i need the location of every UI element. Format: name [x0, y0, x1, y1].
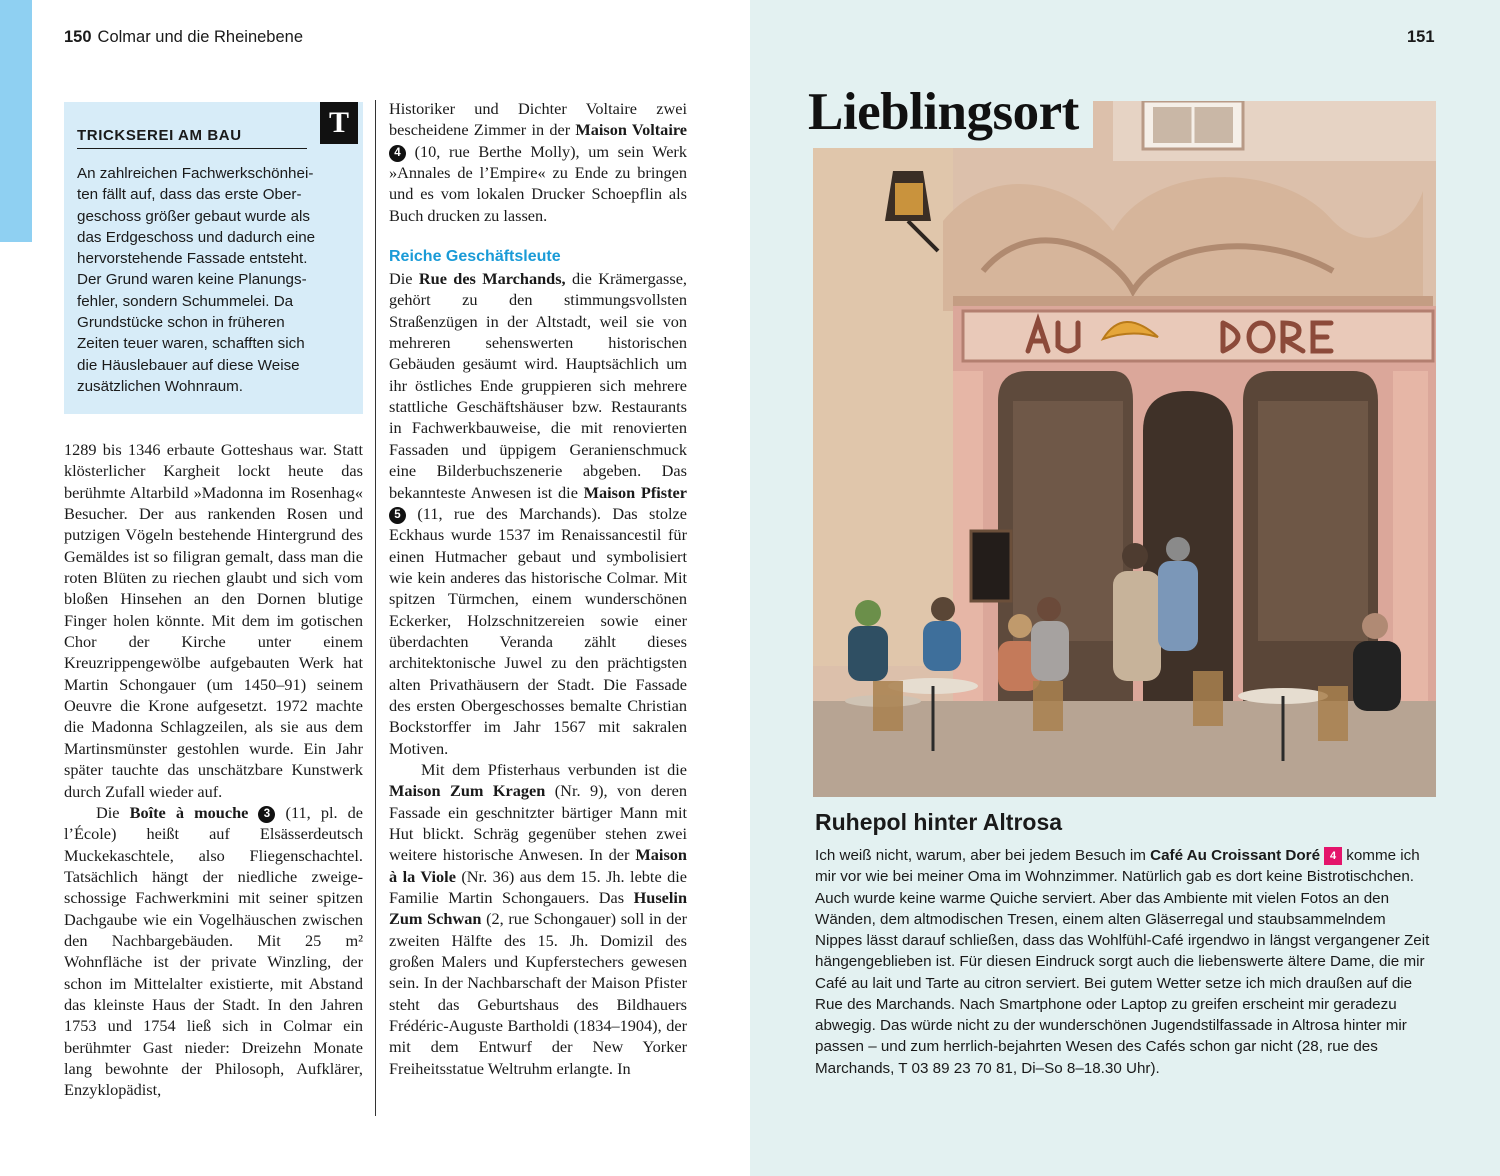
info-box [64, 102, 363, 414]
place-name-boite-a-mouche: Boîte à mouche [129, 802, 249, 822]
tip-badge: T [320, 102, 358, 144]
map-marker-5: 5 [389, 507, 406, 524]
column-divider [375, 100, 376, 1116]
info-line: Grundstücke schon in früheren [77, 314, 285, 332]
info-box-text [77, 163, 357, 397]
text-column-1 [64, 439, 363, 1101]
paragraph [389, 98, 687, 226]
paragraph [389, 759, 687, 1079]
place-name-cafe-au-croissant-dore: Café Au Croissant Doré [1150, 847, 1321, 864]
place-name-maison-zum-kragen: Maison Zum Kragen [389, 781, 546, 801]
paragraph: 1289 bis 1346 erbaute Gotteshaus war. Statt klösterlicher Kargheit lockt heute das berühmte Altarbild »Madonna im Rosenhag« Besucher. Der aus rankenden Rosen und putzigen Vögeln bestehende Hintergrund des Gemäldes ist so filigran gemalt, dass man die roten Blüten zu riechen glaubt und sich vom bloßen Hinsehen an den Dornen blutige Finger holen könnte. Mit dem im gotischen Chor der Kirche unter einem Kreuzrippengewölbe aufgebauten Werk hat Martin Schongauer (um 1450–91) seinem Oeuvre die Krone aufgesetzt. 1972 machte die Madonna Schlagzeilen, als sie aus dem Martinsmünster gestohlen wurde. Ein Jahr später tauchte das unschätzbare Kunstwerk durch Zufall wieder auf. [64, 440, 363, 801]
running-head [64, 28, 303, 47]
text-run: (Nr. 36) aus dem 15. Jh. lebte die Familie Martin Schongauers. Das [389, 866, 688, 908]
info-line: die Häuslebauer auf diese Weise [77, 356, 300, 374]
text-run: (Nr. 9), von deren Fassade ein geschnitzter bärtiger Mann mit Hut blickt. Schräg gegenüber stehen zwei weitere historische Anwesen. In der [389, 781, 688, 865]
info-line: fehler, sondern Schummelei. Da [77, 292, 294, 310]
chapter-title: Colmar und die Rheinebene [97, 28, 303, 46]
map-marker-4: 4 [389, 145, 406, 162]
text-run: (11, rue des Marchands). Das stolze Eckhaus wurde 1537 im Renaissancestil für einen Hutmacher gebaut und symbolisiert wie kein anderes das historische Colmar. Mit spitzen Türmchen, einem wunderschönen Eckerker, Holzschnitzereien sowie einer überdachten Veranda zählt dieses architektonische Juwel zu den prächtigsten alten Privathäusern der Stadt. Die Fassade des ersten Obergeschosses bemalte Christian Bockstorffer im Jahr 1567 mit sakralen Motiven. [389, 503, 687, 758]
feature-text [815, 845, 1436, 1079]
info-line: geschoss größer gebaut wurde als [77, 207, 311, 225]
text-run: Die [96, 802, 130, 822]
text-run: Mit dem Pfisterhaus verbunden ist die [421, 759, 687, 779]
info-line: zusätzlichen Wohnraum. [77, 377, 244, 395]
text-run: (11, pl. de l’École) heißt auf Elsässerdeutsch Muckekaschtele, also Fliegenschachtel. Tatsächlich hängt der niedliche zweigeschossige Fachwerkmini mit seiner spitzen Dachgaube wie ein Vogelhäuschen zwischen den Nachbargebäuden. Mit 25 m² Wohnfläche ist der private Winzling, der schon im Mittelalter existierte, mit Abstand das kleinste Haus der Stadt. In den Jahren 1753 und 1754 ließ sich in Colmar ein berühmter Gast nieder: Dreizehn Monate lang bewohnte der Philosoph, Aufklärer, Enzyklopädist, [64, 802, 364, 1100]
text-run: die Krämergasse, gehört zu den stimmungsvollsten Straßenzügen in der Altstadt, weil sie von mehreren sehenswerten historischen Gebäuden gesäumt wird. Hauptsächlich um ihr östliches Ende gruppieren sich mehrere stattliche Geschäftshäuser bzw. Restaurants in Fachwerkbauweise, die mit renovierten Fassaden und üppigem Geranienschmuck eine Bilderbuchszenerie abgeben. Das bekannteste Anwesen ist die [389, 269, 687, 502]
info-line: ten fällt auf, dass das erste Ober- [77, 186, 302, 204]
feature-heading: Lieblingsort [808, 80, 1093, 148]
text-run: komme ich mir vor wie bei meiner Oma im Wohnzimmer. Natürlich gab es dort keine Bistrotischchen. Auch wurde keine warme Quiche serviert. Aber das Ambiente mit vielen Fotos an den Wänden, dem altmodischen Tresen, einem alten Gläserregal und staubsammelndem Nippes lässt darauf schließen, dass das Wohlfühl-Café irgendwo in längst vergangener Zeit hängengeblieben ist. Für diesen Eindruck sorgt auch die liebenswerte ältere Dame, die mir Café au lait und Tarte au citron serviert. Bei gutem Wetter setze ich mich draußen auf die Rue des Marchands. Nach Smartphone oder Laptop zu greifen erscheint mir geradezu abwegig. Das würde nicht zu der wunderschönen Jugendstilfassade in Altrosa hinter mir passen – und zum herrlich-bejahrten Wesen des Cafés schon gar nicht (28, rue des Marchands, T 03 89 23 70 81, Di–So 8–18.30 Uhr). [815, 847, 1430, 1077]
feature-title: Ruhepol hinter Altrosa [815, 809, 1063, 835]
map-marker-3: 3 [258, 806, 275, 823]
paragraph [64, 802, 363, 1101]
info-line: hervorstehende Fassade entsteht. [77, 250, 308, 268]
info-box-title: TRICKSEREI AM BAU [77, 127, 307, 149]
section-subheading: Reiche Geschäftsleute [389, 248, 561, 266]
text-run: Historiker und Dichter Voltaire zwei bescheidene Zimmer in der [389, 99, 687, 140]
text-run: (10, rue Berthe Molly), um sein Werk »Annales de l’Empire« zu Ende zu bringen und es vom lokalen Drucker Schoepflin als Buch drucken zu lassen. [389, 141, 687, 225]
info-line: An zahlreichen Fachwerkschönhei- [77, 165, 314, 182]
place-name-maison-voltaire: Maison Voltaire [575, 120, 688, 140]
cafe-photo [813, 101, 1436, 797]
page-number-right: 151 [1407, 28, 1435, 46]
info-line: Der Grund waren keine Planungs- [77, 271, 307, 289]
chapter-tab [0, 0, 32, 242]
info-line: Zeiten teuer waren, schafften sich [77, 335, 305, 353]
page-number-left: 150 [64, 28, 92, 46]
info-line: das Erdgeschoss und dadurch eine [77, 228, 316, 246]
text-run: Ich weiß nicht, warum, aber bei jedem Besuch im [815, 847, 1151, 864]
paragraph [389, 268, 687, 759]
place-name-maison-pfister: Maison Pfister [583, 482, 688, 502]
map-marker-4-pink: 4 [1324, 847, 1342, 865]
place-name-huselin-zum-schwan: Huselin Zum Schwan [389, 888, 687, 929]
place-name-maison-a-la-viole: Maison à la Viole [389, 845, 687, 886]
text-run: (2, rue Schongauer) soll in der zweiten Hälfte des 15. Jh. Domizil des großen Malers und Kupferstechers gewesen sein. In der Nachbarschaft der Maison Pfister steht das Geburtshaus des Bildhauers Frédéric-Auguste Bartholdi (1834–1904), der mit dem Entwurf der New Yorker Freiheitsstatue Weltruhm erlangte. In [389, 909, 687, 1078]
text-column-2 [389, 98, 687, 1079]
place-name-rue-des-marchands: Rue des Marchands, [418, 269, 566, 289]
text-run: Die [389, 269, 419, 289]
